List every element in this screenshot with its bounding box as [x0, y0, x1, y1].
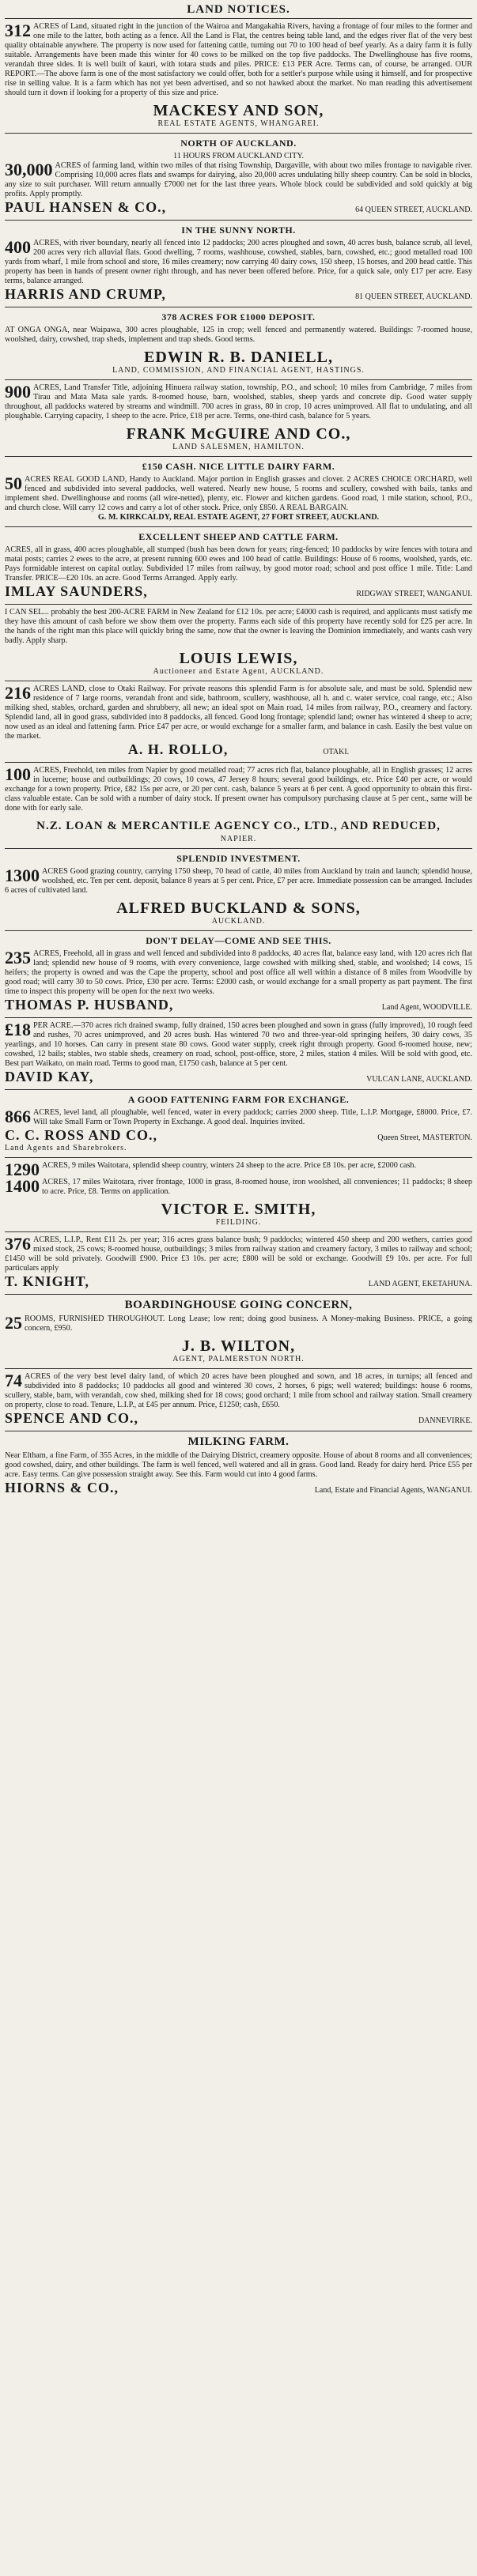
agent-description: Land Agents and Sharebrokers. [5, 1144, 127, 1152]
agent-name: DAVID KAY, [5, 1069, 94, 1084]
agent-address: AGENT, PALMERSTON NORTH. [172, 1355, 305, 1363]
ad-hiorns [5, 1431, 472, 1500]
ad-banner: BOARDINGHOUSE GOING CONCERN, [124, 1299, 353, 1311]
ad-body: ACRES, Land Transfer Title, adjoining Hinuera railway station, township, P.O., and school; 10 miles from Cambridge, 7 miles from Tirau and Mata Mata sale yards. 8-roomed house, barn, woolshed, stables, sheep yards and concrete dip. Good water supply throughout, all paddocks watered by streams and windmill. 700 acres in grass, 80 in crop, 10 acres unimproved. All flat to undulating, and all ploughable. Carrying capacity, 1 sheep to the acre. Price, £18 per acre. Terms, one-third cash, balance for 5 years. [5, 383, 472, 421]
agent-name: PAUL HANSEN & CO., [5, 199, 167, 215]
ad-body: PER ACRE.—370 acres rich drained swamp, fully drained, 150 acres been ploughed and sown in grass (fully improved), 10 rough feed and rushes, 70 acres unimproved, and 20 acres bush. Has wintered 70 two and three-year-old springing heifers, 30 dairy cows, 35 yearlings, and 10 horses. Can carry in present state 80 cows. Good water supply, creek right through property. Good 6-roomed house, new; cowshed, 12 bails; stables, two stable sheds, creamery on road, school, post-office, store, 2 miles, station 4 miles. Will be sold with good, etc. Best part Waikato, on main road. Terms to good man, £1750 cash, balance at 5 per cent. [5, 1021, 472, 1068]
ad-saunders [5, 527, 472, 605]
ad-body-2: ACRES, 17 miles Waitotara, river frontage, 1000 in grass, 8-roomed house, iron woolshed, all conveniences; 11 paddocks; 8 sheep to acre. Price, £8. Terms on application. [42, 1178, 472, 1196]
ad-number: 866 [5, 1107, 31, 1126]
agent-address: RIDGWAY STREET, WANGANUI. [356, 590, 472, 598]
agent-name: THOMAS P. HUSBAND, [5, 997, 174, 1013]
agent-name: N.Z. LOAN & MERCANTILE AGENCY CO., LTD., AND REDUCED, [36, 820, 441, 832]
ad-sub-banner: 11 HOURS FROM AUCKLAND CITY. [172, 152, 304, 160]
agent-address: LAND, COMMISSION, AND FINANCIAL AGENT, HASTINGS. [112, 366, 365, 375]
ad-daniell [5, 307, 472, 380]
ad-rollo [5, 681, 472, 763]
ad-mackesy [5, 19, 472, 134]
agent-address: 81 QUEEN STREET, AUCKLAND. [355, 292, 472, 301]
ad-number: 1300 [5, 866, 40, 885]
agent-address: FEILDING. [215, 1218, 262, 1227]
agent-address: DANNEVIRKE. [418, 1416, 472, 1425]
ad-knight [5, 1232, 472, 1295]
ad-banner: EXCELLENT SHEEP AND CATTLE FARM. [138, 531, 339, 542]
ad-spence [5, 1369, 472, 1431]
ad-number: £18 [5, 1020, 31, 1039]
ad-number: 25 [5, 1313, 22, 1333]
agent-name: IMLAY SAUNDERS, [5, 583, 148, 599]
ad-number: 312 [5, 21, 31, 40]
ad-banner: £150 CASH. NICE LITTLE DAIRY FARM. [142, 461, 335, 472]
agent-address: NAPIER. [220, 835, 257, 843]
ad-body: ACRES, L.I.P., Rent £11 2s. per year; 316 acres grass balance bush; 9 paddocks; wintered 450 sheep and 200 wethers, carries good mixed stock, 25 cows; 8-roomed house, outbuildings; 3 miles from railway station and creamery factory, 3 miles to railway and school; £1450 will be sold privately. Goodwill £900. Price £3 10s. per acre; £800 will be sold or exchange. Goodwill £9 10s. per acre. For full particulars apply [5, 1235, 472, 1273]
agent-name: T. KNIGHT, [5, 1273, 89, 1289]
agent-name: J. B. WILTON, [181, 1337, 296, 1355]
ad-hansen [5, 134, 472, 221]
ad-banner: IN THE SUNNY NORTH. [181, 224, 296, 236]
ad-body: ACRES, level land, all ploughable, well fenced, water in every paddock; carries 2000 sheep. Title, L.I.P. Mortgage, £8000. Price, £7. Will take Small Farm or Town Property in Exchange. A good deal. Inquiries invited. [33, 1108, 472, 1126]
ad-kay [5, 1018, 472, 1090]
agent-name: ALFRED BUCKLAND & SONS, [116, 900, 361, 917]
ad-body: ACRES, with river boundary, nearly all fenced into 12 paddocks; 200 acres ploughed and sown, 40 acres bush, balance scrub, all level, 200 acres very rich alluvial flats. Good dwelling, 7 rooms, washhouse, cowshed, stables, barn, cowshed, etc.; good metalled road 100 yards from wharf, 1 mile from school and store, 16 miles creamery; now carrying 40 dairy cows, 150 sheep, 15 horses, and 200 head cattle. This property has been in hands of present owner right through, and has never been offered before. Price, for a quick sale, only £17 per acre. Easy terms, balance arranged. [5, 239, 472, 285]
agent-name: HARRIS AND CRUMP, [5, 286, 166, 302]
agent-address: AUCKLAND. [211, 917, 266, 926]
ad-banner: SPLENDID INVESTMENT. [176, 853, 301, 864]
agent-name: LOUIS LEWIS, [179, 650, 298, 667]
ad-number: 1290 [5, 1160, 40, 1179]
ad-number: 30,000 [5, 160, 53, 179]
ad-mcguire [5, 380, 472, 457]
ad-banner: DON'T DELAY—COME AND SEE THIS. [146, 935, 331, 946]
ad-number: 50 [5, 473, 22, 493]
ad-banner: A GOOD FATTENING FARM FOR EXCHANGE. [127, 1094, 350, 1105]
ad-number: 100 [5, 764, 31, 784]
ad-body: ROOMS, FURNISHED THROUGHOUT. Long Lease; low rent; doing good business. A Money-making Business. PRICE, a going concern, £950. [25, 1314, 472, 1333]
ad-body: ACRES Good grazing country, carrying 1750 sheep, 70 head of cattle, 40 miles from Auckland by train and launch; splendid house, woolshed, etc. Ten per cent. deposit, balance 8 years at 5 per cent. Price, £7 per acre. Immediate possession can be arranged. Includes 6 acres of cultivated land. [5, 867, 472, 895]
ad-banner: MILKING FARM. [187, 1435, 290, 1448]
ad-lewis [5, 605, 472, 681]
ad-harris-crump [5, 221, 472, 307]
agent-name: EDWIN R. B. DANIELL, [144, 349, 333, 366]
agent-address: Land Agent, WOODVILLE. [381, 1003, 472, 1012]
ad-nz-loan [5, 763, 472, 849]
agent-address: Auctioneer and Estate Agent, AUCKLAND. [153, 667, 324, 676]
agent-name: HIORNS & CO., [5, 1480, 119, 1495]
ad-body: ACRES, all in grass, 400 acres ploughable, all stumped (bush has been down for years; ring-fenced; 10 paddocks by wire fences with totara and matai posts; carries 2 ewes to the acre, at present running 600 ewes and 100 head of cattle. Buildings: House of 6 rooms, woolshed, yards, etc. Pays formidable interest on capital outlay. Subdivided 17 miles from railway, by good motor road; school and post office 1 mile. Title: Land Transfer. PRICE—£20 10s. an acre. Good Terms Arranged. Apply early. [5, 545, 472, 583]
section-header: LAND NOTICES. [5, 3, 472, 19]
agent-address: VULCAN LANE, AUCKLAND. [366, 1075, 472, 1084]
agent-address: Land, Estate and Financial Agents, WANGANUI. [314, 1486, 472, 1495]
ad-body: AT ONGA ONGA, near Waipawa, 300 acres ploughable, 125 in crop; well fenced and permanently watered. Buildings: 7-roomed house, woolshed, dairy, cowshed, trap sheds, implement and trap sheds. Good terms. [5, 326, 472, 344]
ad-body: ACRES REAL GOOD LAND, Handy to Auckland. Major portion in English grasses and clover. 2 ACRES CHOICE ORCHARD, well fenced and subdivided into several paddocks, well watered. Nearly new house, 5 rooms and scullery, cowshed with bails, tanks and implement shed. Dwellinghouse and rooms (all wire-netted), plenty, etc. Flower and kitchen gardens. Good road, 1 mile station, school, P.O., and church close. Will carry 12 cows and carry a lot of other stock. Price, only £850. A REAL BARGAIN. [5, 475, 472, 512]
ad-body: ACRES LAND, close to Otaki Railway. For private reasons this splendid Farm is for absolute sale, and must be sold. Splendid new residence of 7 large rooms, verandah front and side, bathroom, scullery, washhouse, all h. and c. water service, coal range, etc.; Also milking shed, stables, orchard, garden and shrubbery, all new; an ideal spot on Main road, 14 miles from railway, P.O., creamery and factory. Splendid land, all in good grass, subdivided into 8 paddocks, all fenced. Good long frontage; splendid land; owner has wintered 4 sheep to acre; now used as an ideal and fattening farm. Price £47 per acre, or would exchange for a smaller farm, and balance in cash. Easily the best value on the market. [5, 685, 472, 741]
ad-smith [5, 1158, 472, 1232]
agent-address: LAND SALESMEN, HAMILTON. [172, 443, 305, 451]
agent-address: 64 QUEEN STREET, AUCKLAND. [355, 206, 472, 214]
agent-name: VICTOR E. SMITH, [161, 1201, 316, 1218]
agent-address: OTAKI. [323, 748, 350, 756]
ad-number: 216 [5, 683, 31, 703]
ad-banner: 378 ACRES FOR £1000 DEPOSIT. [161, 311, 316, 322]
ad-banner: NORTH OF AUCKLAND. [180, 138, 297, 149]
ad-kirkcaldy [5, 457, 472, 527]
agent-address: Queen Street, MASTERTON. [377, 1133, 472, 1142]
agent-line: G. M. KIRKCALDY, REAL ESTATE AGENT, 27 FORT STREET, AUCKLAND. [97, 513, 380, 522]
ad-body: ACRES of farming land, within two miles of that rising Township, Dargaville, with about two miles frontage to navigable river. Comprising 10,000 acres flats and swamps for dairying, also 20,000 acres undulating hilly sheep country. Can be sold in blocks, any size to suit purchaser. Will return annually £7000 net for the last three years. Whole block could be subdivided and sold quickly at big profits. Apply promptly. [5, 161, 472, 198]
ad-body: ACRES of Land, situated right in the junction of the Wairoa and Mangakahia Rivers, having a frontage of four miles to the former and one mile to the latter, both acting as a fence. All the Land is Flat, the centres being table land, and the edges river flat of the very best quality obtainable anywhere. The property is now used for fattening cattle, turning out 70 to 100 head of beef yearly. As a dairy farm it is fully suitable. Arrangements have been made this winter for 40 cows to be milked on the top five paddocks. The Dwellinghouse has five rooms, verandah three sides. It is well built of kauri, with totara studs and piles. PRICE: £13 PER Acre. Terms can, of course, be arranged. OUR REPORT.—The above farm is one of the most satisfactory we could offer, both for a settler's purpose while using it himself, and for prospective rise in selling value. It is a farm which has not yet been advertised, and so not hawked about the market. No man reading this advertisement should turn it down if looking for a property of this size and price. [5, 22, 472, 97]
ad-body: ACRES of the very best level dairy land, of which 20 acres have been ploughed and sown, and 18 acres, in turnips; all fenced and subdivided into 8 paddocks; 10 paddocks all good and wintered 30 cows, 2 horses, 6 pigs; well watered; buildings: house 6 rooms, scullery, stable, barn, with verandah, cow shed, milking shed for 18 cows; good orchard; 1 mile from school and railway station. Small creamery on property, close to road. Tenure, L.I.P., at £45 per annum. Price, £1250; cash, £650. [5, 1372, 472, 1409]
agent-name: A. H. ROLLO, [127, 741, 229, 757]
ad-body: I CAN SEL... probably the best 200-ACRE FARM in New Zealand for £12 10s. per acre; £4000 cash is required, and applicants must satisfy me they have this amount of cash before we show them over the property. Farms each side of this property have recently sold for £25 per acre. In the hands of the right man this place will quickly bring the same, now that the owner is leaving the Dominion immediately, and wants cash very badly. Apply sharp. [5, 608, 472, 645]
ad-body: ACRES, Freehold, all in grass and well fenced and subdivided into 8 paddocks, 40 acres flat, balance easy land, with 120 acres rich flat land; splendid new house of 9 rooms, with every convenience, large cowshed with milking shed, stable, and woolshed; 14 cows, 15 heifers; the property is owned and was the Cape the property, school and post office all well within a distance of 8 miles from Woodville by good road; will carry 30 to 50 cows. Price, £30 per acre. Terms: £2000 cash, or would exchange for a small property as part payment. The first time to inspect this property will be open for the next two weeks. [5, 949, 472, 996]
ad-number: 400 [5, 237, 31, 257]
ad-wilton [5, 1295, 472, 1369]
ad-body: ACRES, 9 miles Waitotara, splendid sheep country, winters 24 sheep to the acre. Price £8 10s. per acre, £2000 cash. [42, 1161, 417, 1170]
agent-name: SPENCE AND CO., [5, 1410, 139, 1426]
ad-body: ACRES, Freehold, ten miles from Napier by good metalled road; 77 acres rich flat, balance ploughable, all in English grasses; 12 acres in lucerne; house and outbuildings; 20 cows, 10 cows, 47 Jersey 8 hours; several good buildings, etc. Price £40 per acre, or would exchange for a town property. Price, £82 15s per acre, or 20 per cent. cash, balance 5 years at 6 per cent. A good opportunity to obtain this first-class valuable estate. Can be sold with a number of dairy stock. If present owner has compulsory purchasing clause at 5 per cent., same will be done with for early sale. [5, 766, 472, 813]
ad-body: Near Eltham, a fine Farm, of 355 Acres, in the middle of the Dairying District, creamery opposite. House of about 8 rooms and all conveniences; good cowshed, dairy, and other buildings. The farm is well fenced, well watered and all in grass. Good land. Ready for dairy herd. Price £55 per acre. Easy terms. Can give possession straight away. See this. Farm would cut into 4 good farms. [5, 1451, 472, 1479]
ad-number: 235 [5, 948, 31, 967]
ad-number-2: 1400 [5, 1176, 40, 1196]
ad-number: 376 [5, 1234, 31, 1254]
ad-number: 74 [5, 1371, 22, 1390]
agent-name: C. C. ROSS AND CO., [5, 1127, 158, 1143]
agent-address: REAL ESTATE AGENTS, WHANGAREI. [157, 119, 320, 128]
ad-buckland [5, 849, 472, 931]
ad-ross [5, 1090, 472, 1158]
agent-name: MACKESY AND SON, [153, 102, 324, 119]
agent-address: LAND AGENT, EKETAHUNA. [368, 1280, 472, 1288]
ad-number: 900 [5, 382, 31, 402]
ad-husband [5, 931, 472, 1018]
agent-name: FRANK McGUIRE AND CO., [126, 425, 351, 443]
